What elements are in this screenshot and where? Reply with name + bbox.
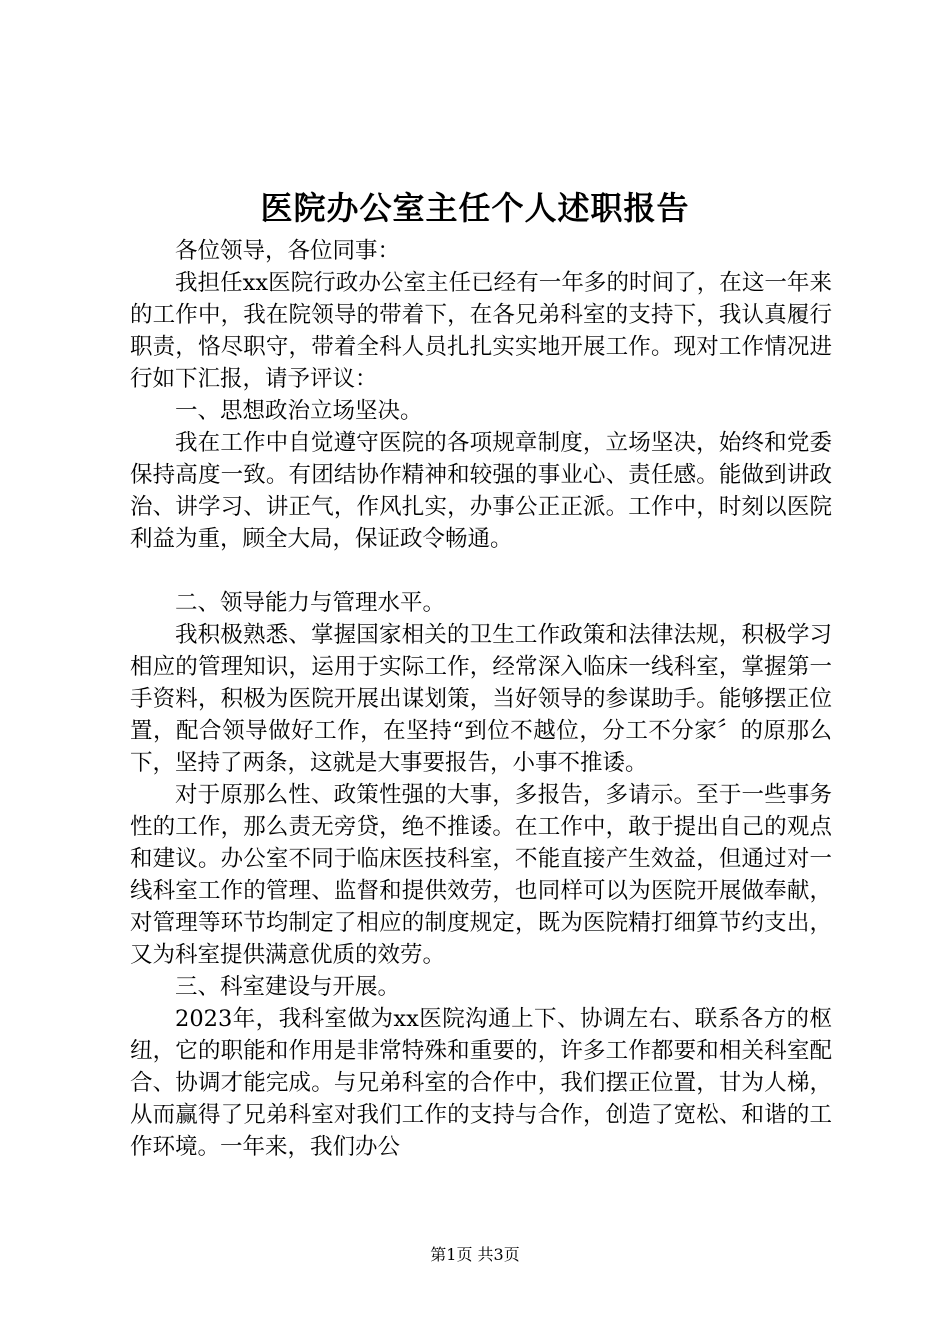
section-2-paragraph-1: 我积极熟悉、掌握国家相关的卫生工作政策和法律法规，积极学习相应的管理知识，运用于实际工作，经常深入临床一线科室，掌握第一手资料，积极为医院开展出谋划策，当好领导的参谋助手。能够摆正位置，配合领导做好工作，在坚持“到位不越位，分工不分家〞的原那么下，坚持了两条，这就是大事要报告，小事不推诿。 (130, 622, 832, 776)
document-body (130, 235, 832, 1163)
salutation: 各位领导，各位同事： (175, 238, 401, 264)
intro-paragraph: 我担任xx医院行政办公室主任已经有一年多的时间了，在这一年来的工作中，我在院领导的带着下，在各兄弟科室的支持下，我认真履行职责，恪尽职守，带着全科人员扎扎实实地开展工作。现对工作情况进行如下汇报，请予评议： (130, 270, 832, 392)
section-heading-1: 一、思想政治立场坚决。 (175, 398, 423, 424)
section-heading-2: 二、领导能力与管理水平。 (175, 590, 446, 616)
section-2-paragraph-2: 对于原那么性、政策性强的大事，多报告，多请示。至于一些事务性的工作，那么责无旁贷，绝不推诿。在工作中，敢于提出自己的观点和建议。办公室不同于临床医技科室，不能直接产生效益，但通过对一线科室工作的管理、监督和提供效劳，也同样可以为医院开展做奉献，对管理等环节均制定了相应的制度规定，既为医院精打细算节约支出，又为科室提供满意优质的效劳。 (130, 782, 832, 968)
section-1-paragraph: 我在工作中自觉遵守医院的各项规章制度，立场坚决，始终和党委保持高度一致。有团结协作精神和较强的事业心、责任感。能做到讲政治、讲学习、讲正气，作风扎实，办事公正正派。工作中，时刻以医院利益为重，顾全大局，保证政令畅通。 (130, 430, 832, 552)
section-3-paragraph: 2023年，我科室做为xx医院沟通上下、协调左右、联系各方的枢纽，它的职能和作用是非常特殊和重要的，许多工作都要和相关科室配合、协调才能完成。与兄弟科室的合作中，我们摆正位置，甘为人梯，从而赢得了兄弟科室对我们工作的支持与合作，创造了宽松、和谐的工作环境。一年来，我们办公 (130, 1006, 832, 1160)
blank-line (130, 555, 832, 587)
document-title: 医院办公室主任个人述职报告 (260, 189, 690, 227)
page-footer: 第1页 共3页 (430, 1245, 520, 1264)
section-heading-3: 三、科室建设与开展。 (175, 974, 401, 1000)
